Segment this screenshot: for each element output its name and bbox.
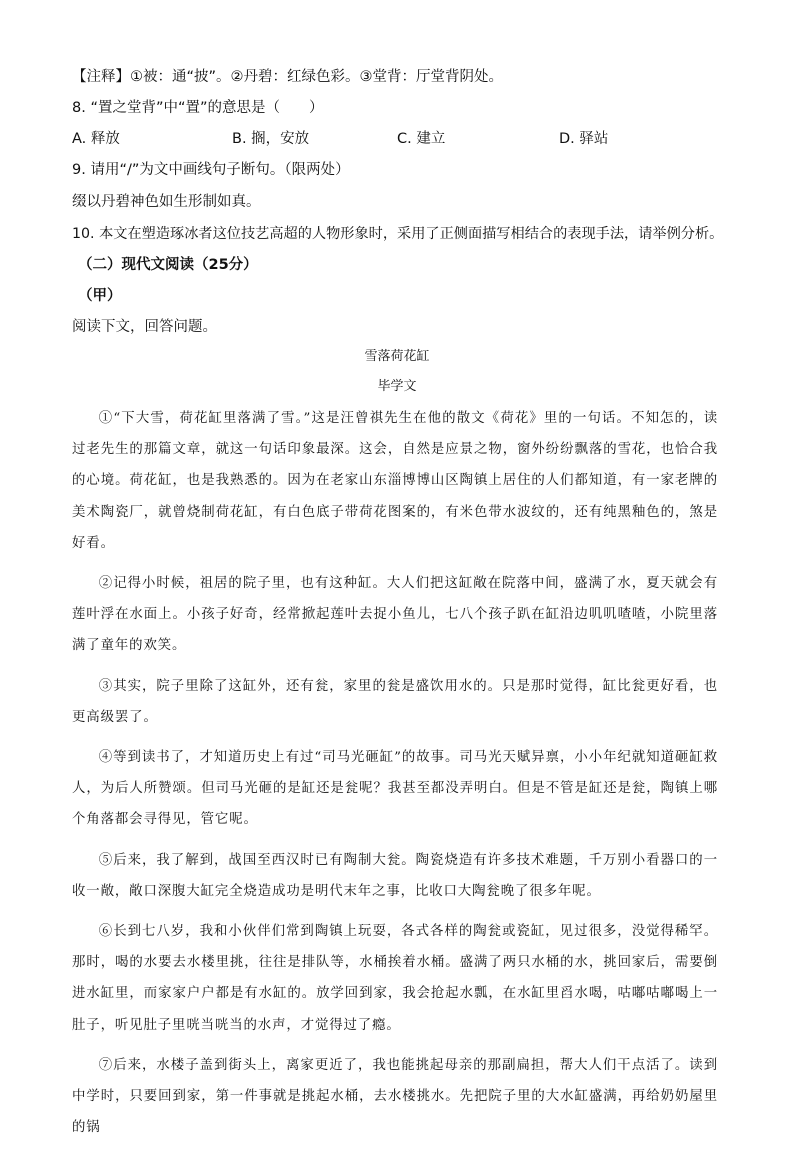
question-8-option-a: A. 释放 (72, 131, 120, 147)
article-paragraph-5: ⑤后来，我了解到，战国至西汉时已有陶制大瓮。陶瓷烧造有许多技术难题，千万别小看器口的一收一敞，敞口深腹大缸完全烧造成功是明代末年之事，比收口大陶瓮晚了很多年呢。 (72, 852, 718, 899)
article-body (72, 403, 718, 1152)
question-8-option-d: D. 驿站 (559, 131, 609, 147)
question-8-stem: 8. “置之堂背”中“置”的意思是（ ） (72, 100, 324, 116)
question-8-option-b: B. 搁，安放 (232, 131, 310, 147)
article-paragraph-1: ①“下大雪，荷花缸里落满了雪。”这是汪曾祺先生在他的散文《荷花》里的一句话。不知怎的，读过老先生的那篇文章，就这一句话印象最深。这会，自然是应景之物，窗外纷纷飘落的雪花，也恰合我的心境。荷花缸，也是我熟悉的。因为在老家山东淄博博山区陶镇上居住的人们都知道，有一家老牌的美术陶瓷厂，就曾烧制荷花缸，有白色底子带荷花图案的，有米色带水波纹的，还有纯黑釉色的，煞是好看。 (72, 411, 718, 551)
article-paragraph-7: ⑦后来，水楼子盖到街头上，离家更近了，我也能挑起母亲的那副扁担，帮大人们干点活了。读到中学时，只要回到家，第一件事就是挑起水桶，去水楼挑水。先把院子里的大水缸盛满，再给奶奶屋里的锅 (72, 1057, 718, 1136)
article-paragraph-6: ⑥长到七八岁，我和小伙伴们常到陶镇上玩耍，各式各样的陶瓮或瓷缸，见过很多，没觉得稀罕。那时，喝的水要去水楼里挑，往往是排队等，水桶挨着水桶。盛满了两只水桶的水，挑回家后，需要倒进水缸里，而家家户户都是有水缸的。放学回到家，我会抢起水瓢，在水缸里舀水喝，咕嘟咕嘟喝上一肚子，听见肚子里咣当咣当的水声，才觉得过了瘾。 (72, 924, 718, 1033)
article-paragraph-2: ②记得小时候，祖居的院子里，也有这种缸。大人们把这缸敞在院落中间，盛满了水，夏天就会有莲叶浮在水面上。小孩子好奇，经常掀起莲叶去捉小鱼儿，七八个孩子趴在缸沿边叽叽喳喳，小院里落满了童年的欢笑。 (72, 576, 718, 654)
article-author: 毕学文 (377, 379, 417, 394)
sub-heading: （甲） (78, 288, 122, 304)
section-heading: （二）现代文阅读（25分） (78, 257, 258, 273)
reading-instruction: 阅读下文，回答问题。 (72, 319, 217, 335)
article-paragraph-3: ③其实，院子里除了这缸外，还有瓮，家里的瓮是盛饮用水的。只是那时觉得，缸比瓮更好看，也更高级罢了。 (72, 678, 718, 725)
article-paragraph-4: ④等到读书了，才知道历史上有过“司马光砸缸”的故事。司马光天赋异禀，小小年纪就知道砸缸救人，为后人所赞颂。但司马光砸的是缸还是瓮呢？我甚至都没弄明白。但是不管是缸还是瓮，陶镇上哪个角落都会寻得见，管它呢。 (72, 750, 718, 828)
question-10-stem: 10. 本文在塑造琢冰者这位技艺高超的人物形象时，采用了正侧面描写相结合的表现手法，请举例分析。 (72, 226, 724, 242)
annotation-notes: 【注释】①被：通“披”。②丹碧：红绿色彩。③堂背：厅堂背阴处。 (72, 69, 504, 85)
question-9-stem: 9. 请用“/”为文中画线句子断句。（限两处） (72, 162, 350, 178)
question-8-option-c: C. 建立 (397, 131, 446, 147)
article-title: 雪落荷花缸 (364, 349, 430, 364)
question-9-sentence: 缀以丹碧神色如生形制如真。 (72, 194, 261, 210)
